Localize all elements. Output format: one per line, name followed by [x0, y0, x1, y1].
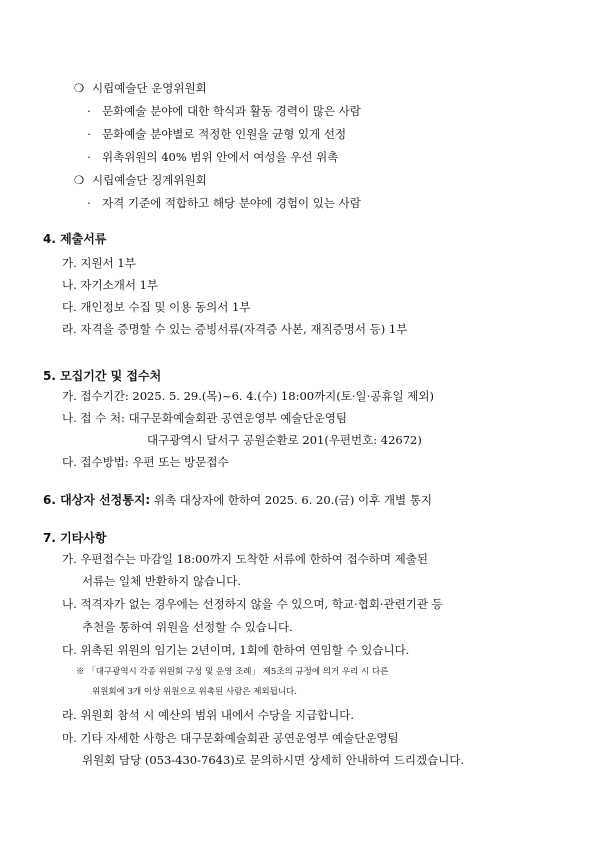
list-item: 가. 접수기간: 2025. 5. 29.(목)~6. 4.(수) 18:00까지(토·일·공휴일 제외): [62, 389, 434, 403]
committee-discipline-label: 시립예술단 징계위원회: [92, 173, 207, 187]
list-item: 다. 위촉된 위원의 임기는 2년이며, 1회에 한하여 연임할 수 있습니다.: [62, 643, 410, 657]
bullet-dot-icon: ·: [87, 104, 91, 118]
committee-operation-title: [72, 80, 207, 96]
list-item: 가. 지원서 1부: [62, 256, 136, 270]
footnote-line-2: 위원회에 3개 이상 위원으로 위촉된 사람은 제외됩니다.: [92, 687, 297, 697]
list-item: 나. 적격자가 없는 경우에는 선정하지 않을 수 있으며, 학교·협회·관련기관 등: [62, 597, 443, 611]
bullet-dot-icon: ·: [87, 196, 91, 210]
list-item: 마. 기타 자세한 사항은 대구문화예술회관 공연운영부 예술단운영팀: [62, 731, 399, 745]
list-item: [62, 410, 347, 426]
section-6-heading: 6. 대상자 선정통지:: [43, 493, 151, 507]
place-line-1: 대구문화예술회관 공연운영부 예술단운영팀: [128, 411, 347, 425]
list-item: 라. 위원회 참석 시 예산의 범위 내에서 수당을 지급합니다.: [62, 708, 355, 722]
section-5-heading: 5. 모집기간 및 접수처: [43, 369, 162, 383]
list-item: 가. 우편접수는 마감일 18:00까지 도착한 서류에 한하여 접수하며 제출된: [62, 552, 428, 566]
list-item-continuation: 서류는 일체 반환하지 않습니다.: [82, 574, 242, 588]
circle-marker-icon: ❍: [73, 173, 85, 187]
section-6-line: [43, 492, 432, 508]
committee-operation-label: 시립예술단 운영위원회: [92, 81, 207, 95]
bullet-item: · 문화예술 분야별로 적정한 인원을 균형 있게 선정: [82, 126, 346, 142]
place-label: 나. 접 수 처:: [62, 411, 125, 425]
section-4-heading: 4. 제출서류: [43, 232, 107, 246]
list-item: 다. 접수방법: 우편 또는 방문접수: [62, 455, 229, 469]
committee-discipline-title: [72, 172, 207, 188]
bullet-item: · 위촉위원의 40% 범위 안에서 여성을 우선 위촉: [82, 149, 338, 165]
bullet-item: · 문화예술 분야에 대한 학식과 활동 경력이 많은 사람: [82, 103, 361, 119]
bullet-item: · 자격 기준에 적합하고 해당 분야에 경험이 있는 사람: [82, 195, 361, 211]
footnote-line-1: ※ 「대구광역시 각종 위원회 구성 및 운영 조례」 제5조의 규정에 의거 우리 시 다른: [76, 667, 389, 677]
bullet-dot-icon: ·: [87, 127, 91, 141]
section-6-text: 위촉 대상자에 한하여 2025. 6. 20.(금) 이후 개별 통지: [153, 493, 433, 507]
bullet-dot-icon: ·: [87, 150, 91, 164]
list-item: 라. 자격을 증명할 수 있는 증빙서류(자격증 사본, 재직증명서 등) 1부: [62, 322, 408, 336]
list-item: 다. 개인정보 수집 및 이용 동의서 1부: [62, 300, 251, 314]
circle-marker-icon: ❍: [73, 81, 85, 95]
list-item-continuation: 위원회 담당 (053-430-7643)로 문의하시면 상세히 안내하여 드리겠습니다.: [82, 753, 465, 767]
list-item: 나. 자기소개서 1부: [62, 278, 159, 292]
place-line-2: 대구광역시 달서구 공원순환로 201(우편번호: 42672): [147, 433, 422, 447]
section-7-heading: 7. 기타사항: [43, 531, 107, 545]
list-item-continuation: 추천을 통하여 위원을 선정할 수 있습니다.: [82, 620, 293, 634]
